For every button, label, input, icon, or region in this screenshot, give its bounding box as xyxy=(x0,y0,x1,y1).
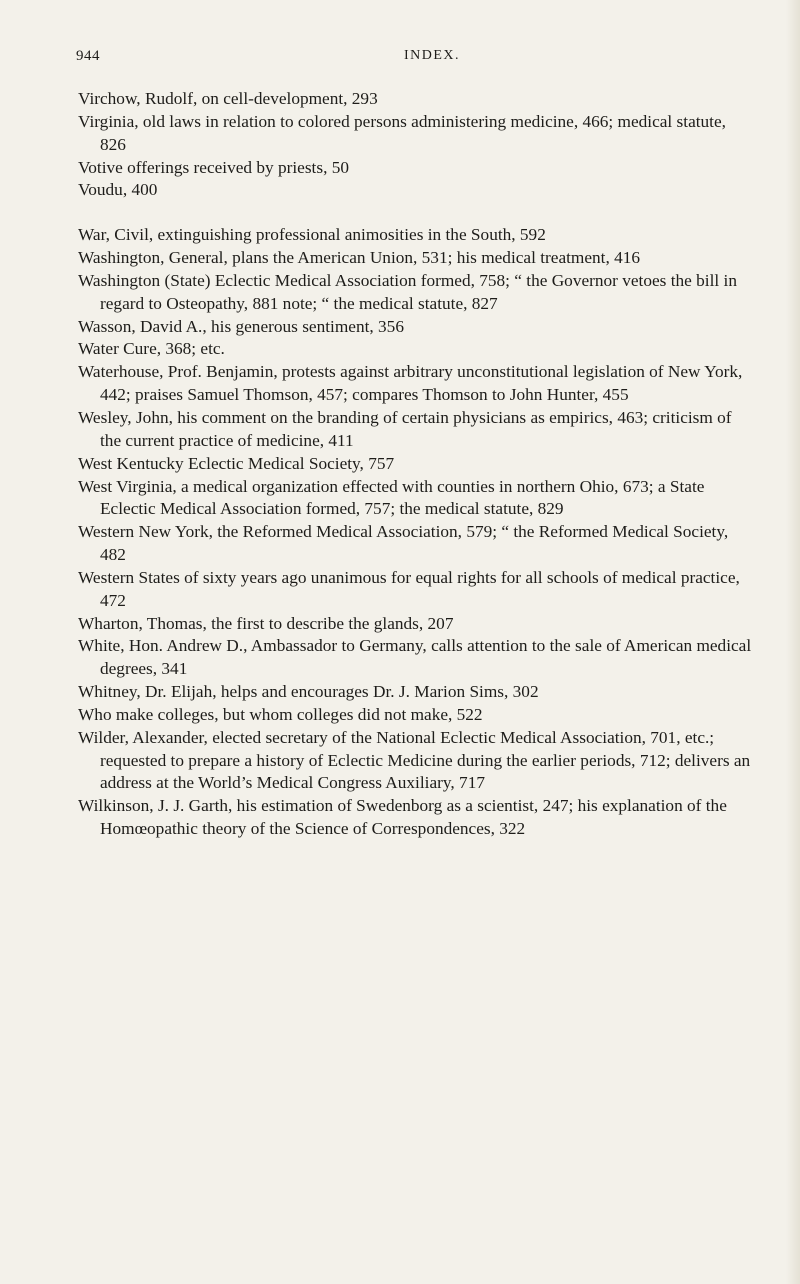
index-entry: Wilkinson, J. J. Garth, his estimation of Swedenborg as a scientist, 247; his explanation of the Homœopathic theory of the Science of Correspondences, 322 xyxy=(78,796,727,839)
running-head: INDEX. xyxy=(403,48,461,63)
index-entry: Virchow, Rudolf, on cell-development, 293 xyxy=(78,89,378,108)
index-entry: Wharton, Thomas, the first to describe the glands, 207 xyxy=(78,613,454,633)
index-entry: Waterhouse, Prof. Benjamin, protests against arbitrary unconstitutional legislation of New York, 442; praises Samuel Thomson, 457; compares Thomson to John Hunter, 455 xyxy=(78,362,743,405)
index-entry: Whitney, Dr. Elijah, helps and encourages Dr. J. Marion Sims, 302 xyxy=(78,682,539,702)
index-entry: Washington (State) Eclectic Medical Association formed, 758; “ the Governor vetoes the bill in regard to Osteopathy, 881 note; “ the medical statute, 827 xyxy=(78,270,737,313)
index-entry-list xyxy=(78,88,754,841)
page-header xyxy=(76,48,746,70)
index-entry: Who make colleges, but whom colleges did not make, 522 xyxy=(78,704,483,724)
index-entry: West Kentucky Eclectic Medical Society, 757 xyxy=(78,453,395,473)
index-entry: Wasson, David A., his generous sentiment, 356 xyxy=(78,316,404,336)
index-entry: Western New York, the Reformed Medical Association, 579; “ the Reformed Medical Society, 482 xyxy=(78,522,729,565)
index-entry: Western States of sixty years ago unanimous for equal rights for all schools of medical practice, 472 xyxy=(78,567,740,610)
page-number: 944 xyxy=(76,48,100,64)
index-entry: White, Hon. Andrew D., Ambassador to Germany, calls attention to the sale of American medical degrees, 341 xyxy=(78,636,752,679)
index-entry: West Virginia, a medical organization effected with counties in northern Ohio, 673; a State Eclectic Medical Association formed, 757; the medical statute, 829 xyxy=(78,476,705,519)
index-entry: Washington, General, plans the American Union, 531; his medical treatment, 416 xyxy=(78,248,641,268)
index-entry: Voudu, 400 xyxy=(78,180,158,200)
index-entry: Votive offerings received by priests, 50 xyxy=(78,157,349,177)
index-entry: Wesley, John, his comment on the branding of certain physicians as empirics, 463; criticism of the current practice of medicine, 411 xyxy=(78,407,732,450)
index-entry: Virginia, old laws in relation to colored persons administering medicine, 466; medical statute, 826 xyxy=(78,111,726,154)
index-entry: Water Cure, 368; etc. xyxy=(78,339,225,359)
index-entry: Wilder, Alexander, elected secretary of the National Eclectic Medical Association, 701, etc.; requested to prepare a history of Eclectic Medicine during the earlier periods, 712; delivers an address at the World’s Medical Congress Auxiliary, 717 xyxy=(78,727,751,793)
page-edge-shadow xyxy=(786,0,800,1284)
index-entry: War, Civil, extinguishing professional animosities in the South, 592 xyxy=(78,225,546,245)
